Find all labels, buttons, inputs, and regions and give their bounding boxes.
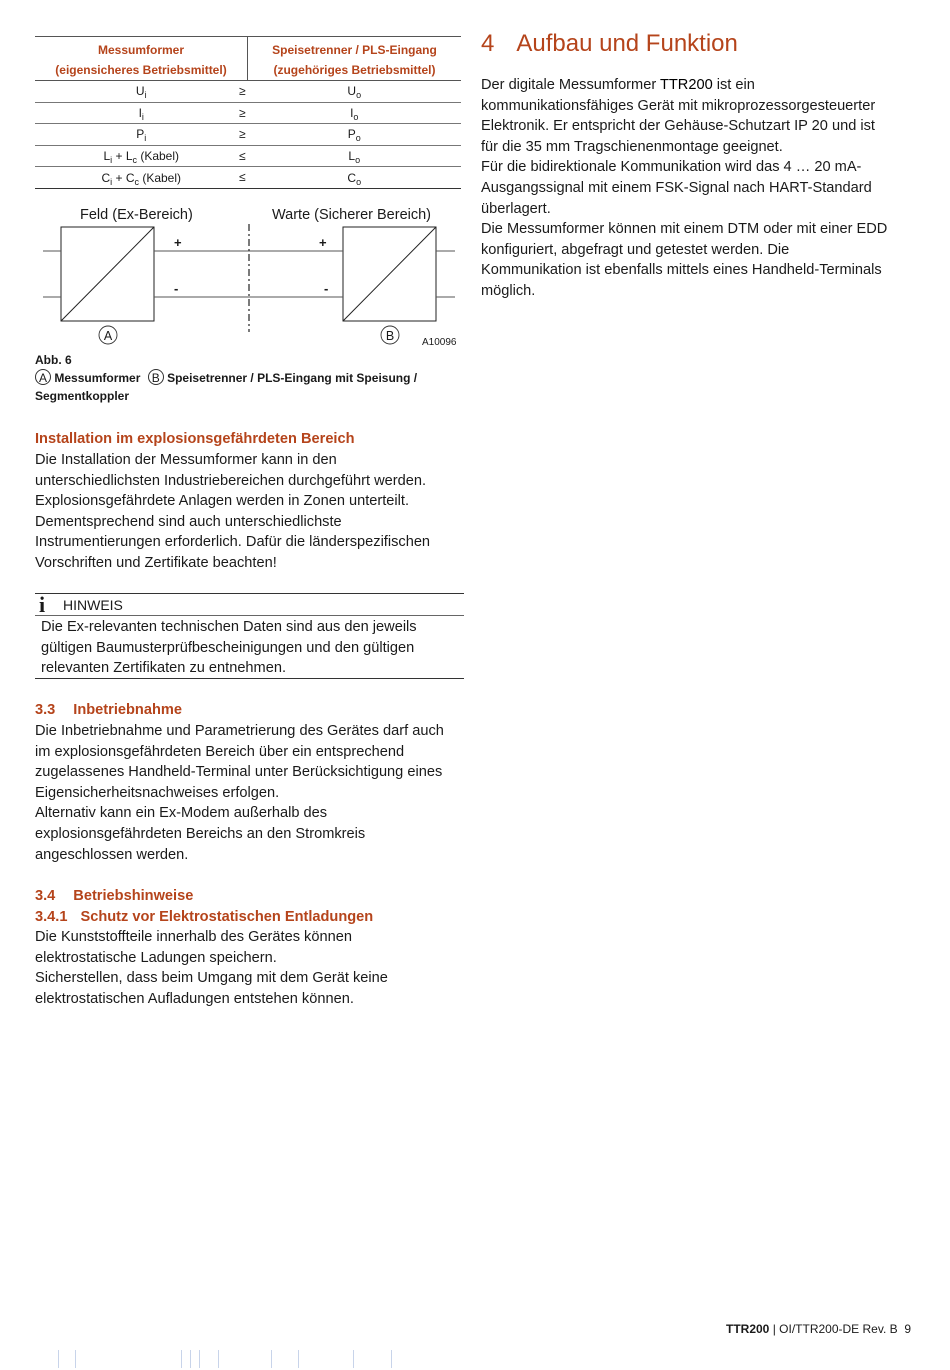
section-4-line1-post: ist ein xyxy=(712,77,755,93)
installation-section xyxy=(35,429,465,574)
caption-a-marker: A xyxy=(35,369,51,385)
param-subscript: o xyxy=(353,111,359,122)
section-3-4-1-line: elektrostatische Ladungen speichern. xyxy=(35,949,277,966)
section-3-4-1-line: Sicherstellen, dass beim Umgang mit dem Gerät keine xyxy=(35,970,388,987)
page-footer xyxy=(726,1321,911,1337)
param-subscript: i xyxy=(110,155,113,166)
table-cell-left xyxy=(35,167,248,189)
param-tail: (Kabel) xyxy=(138,170,182,185)
section-4-line1-pre: Der digitale Messumformer xyxy=(481,77,660,93)
figure-number: Abb. 6 xyxy=(35,353,72,367)
table-header-right-line1: Speisetrenner / PLS-Eingang xyxy=(272,43,437,57)
ex-parameter-table xyxy=(35,36,461,189)
section-4-number: 4 xyxy=(481,30,495,57)
scan-mark xyxy=(58,1350,59,1368)
table-cell-left xyxy=(35,145,248,167)
param-subscript: i xyxy=(141,111,144,122)
section-4-line: Ausgangssignal mit einem FSK-Signal nach HART-Standard xyxy=(481,179,872,196)
section-3-3-line: Alternativ kann ein Ex-Modem außerhalb des xyxy=(35,805,328,822)
scan-mark xyxy=(353,1350,354,1368)
param-subscript: o xyxy=(355,133,361,144)
label-a: A xyxy=(103,329,113,343)
section-4-line xyxy=(481,75,921,96)
table-header-left-line1: Messumformer xyxy=(35,37,248,61)
section-3-3-line: zugelassenes Handheld-Terminal unter Berücksichtigung eines xyxy=(35,764,443,781)
section-4-line: Kommunikation ist ebenfalls mittels eines Handheld-Terminals xyxy=(481,262,882,279)
hinweis-bottom-rule xyxy=(35,678,464,679)
hinweis-top-rule xyxy=(35,593,464,594)
scan-mark xyxy=(181,1350,182,1368)
param-tail: (Kabel) xyxy=(137,149,180,164)
scan-mark xyxy=(218,1350,219,1368)
diagram-left-title: Feld (Ex-Bereich) xyxy=(80,207,193,223)
section-4-line: kommunikationsfähiges Gerät mit mikroprozessorgesteuerter xyxy=(481,97,876,114)
param-symbol: U xyxy=(347,84,357,99)
box-a-diagonal xyxy=(61,227,154,321)
scan-mark xyxy=(199,1350,200,1368)
diagram-right-title: Warte (Sicherer Bereich) xyxy=(272,207,432,223)
section-4-line: konfiguriert, abgefragt und getestet werden. Die xyxy=(481,241,790,258)
table-header-right-line2: (zugehöriges Betriebsmittel) xyxy=(248,60,462,81)
param-extra: + C xyxy=(112,170,135,185)
section-3-4-1-title: Schutz vor Elektrostatischen Entladungen xyxy=(80,908,374,925)
box-b-diagonal xyxy=(343,227,436,321)
installation-line: Vorschriften und Zertifikate beachten! xyxy=(35,554,277,571)
table-cell-left xyxy=(35,81,248,103)
comparison-operator: ≥ xyxy=(239,105,246,120)
figure-caption xyxy=(35,351,417,405)
section-3-4-heading xyxy=(35,886,465,907)
section-3-3 xyxy=(35,700,465,865)
installation-body xyxy=(35,450,465,574)
section-4-line: möglich. xyxy=(481,282,536,299)
param-symbol: C xyxy=(347,170,357,185)
wiring-diagram xyxy=(35,200,465,352)
section-4-line: Elektronik. Er entspricht der Gehäuse-Schutzart IP 20 und ist xyxy=(481,118,875,135)
section-3-4-1-line: elektrostatischen Aufladungen entstehen können. xyxy=(35,990,354,1007)
section-3-4-number: 3.4 xyxy=(35,888,56,904)
caption-b-text-2: Segmentkoppler xyxy=(35,389,130,403)
param-symbol: P xyxy=(136,127,145,142)
section-3-3-line: im explosionsgefährdeten Bereich über ein entsprechend xyxy=(35,743,405,760)
comparison-operator: ≥ xyxy=(239,127,246,142)
table-header-left-line2: (eigensicheres Betriebsmittel) xyxy=(35,60,248,81)
caption-b-marker: B xyxy=(148,369,164,385)
param-subscript: i xyxy=(144,90,147,101)
param-symbol: I xyxy=(350,105,354,120)
section-3-4-title: Betriebshinweise xyxy=(73,888,194,904)
param-subscript: i xyxy=(144,133,147,144)
scan-mark xyxy=(391,1350,392,1368)
param-subscript: o xyxy=(355,155,361,166)
param-subscript-2: c xyxy=(132,155,137,166)
section-3-3-line: Die Inbetriebnahme und Parametrierung des Gerätes darf auch xyxy=(35,723,444,739)
param-symbol: I xyxy=(138,105,142,120)
table-row xyxy=(35,145,461,167)
section-3-3-line: angeschlossen werden. xyxy=(35,846,189,863)
installation-line: Die Installation der Messumformer kann in den xyxy=(35,452,337,468)
section-3-3-heading xyxy=(35,700,465,721)
param-symbol: L xyxy=(103,149,111,164)
installation-heading: Installation im explosionsgefährdeten Bereich xyxy=(35,431,355,447)
caption-b-text: Speisetrenner / PLS-Eingang mit Speisung / xyxy=(167,371,418,385)
figure-reference: A10096 xyxy=(422,337,457,348)
product-name: TTR200 xyxy=(659,77,713,93)
section-4-line: Für die bidirektionale Kommunikation wird das 4 … 20 mA- xyxy=(481,159,862,176)
param-symbol: P xyxy=(347,127,356,142)
section-4-line: Die Messumformer können mit einem DTM oder mit einer EDD xyxy=(481,221,888,238)
installation-line: unterschiedlichsten Industriebereichen durchgeführt werden. xyxy=(35,472,427,489)
caption-legend-line xyxy=(35,369,417,387)
footer-doc-id: OI/TTR200-DE Rev. B xyxy=(779,1322,898,1336)
section-4-title: Aufbau und Funktion xyxy=(516,30,738,57)
section-4-line: überlagert. xyxy=(481,200,551,217)
table-cell-right xyxy=(248,102,462,124)
minus-sign-a: - xyxy=(174,281,179,296)
section-3-4 xyxy=(35,886,465,1010)
caption-a-text: Messumformer xyxy=(54,371,141,385)
table-row xyxy=(35,102,461,124)
section-3-3-line: Eigensicherheitsnachweises erfolgen. xyxy=(35,784,280,801)
param-subscript: o xyxy=(356,90,362,101)
param-symbol: C xyxy=(101,170,111,185)
table-cell-right xyxy=(248,124,462,146)
section-4-body xyxy=(481,75,921,302)
section-3-4-1-body xyxy=(35,927,465,1009)
info-icon: i xyxy=(39,592,46,617)
table-row xyxy=(35,81,461,103)
section-3-4-1-line: Die Kunststoffteile innerhalb des Gerätes können xyxy=(35,929,352,946)
hinweis-line: Die Ex-relevanten technischen Daten sind aus den jeweils xyxy=(41,619,417,635)
param-subscript-2: c xyxy=(134,176,139,187)
scan-mark xyxy=(271,1350,272,1368)
section-4 xyxy=(481,28,921,302)
table-row xyxy=(35,124,461,146)
hinweis-title: HINWEIS xyxy=(63,597,123,613)
installation-line: Explosionsgefährdete Anlagen werden in Zonen unterteilt. xyxy=(35,493,410,510)
scan-mark xyxy=(190,1350,191,1368)
table-cell-left xyxy=(35,124,248,146)
hinweis-body xyxy=(41,617,461,679)
plus-sign-b: + xyxy=(319,235,327,250)
label-b: B xyxy=(385,329,395,343)
table-cell-right xyxy=(248,167,462,189)
installation-line: Dementsprechend sind auch unterschiedlichste xyxy=(35,513,342,530)
plus-sign-a: + xyxy=(174,235,182,250)
table-cell-left xyxy=(35,102,248,124)
footer-product: TTR200 xyxy=(726,1322,770,1336)
hinweis-line: gültigen Baumusterprüfbescheinigungen und den gültigen xyxy=(41,639,415,656)
section-4-heading xyxy=(481,28,921,60)
footer-page-number: 9 xyxy=(904,1322,911,1336)
section-3-4-1-number: 3.4.1 xyxy=(35,908,68,925)
param-extra: + L xyxy=(112,149,133,164)
footer-separator: | xyxy=(769,1322,780,1336)
section-3-3-title: Inbetriebnahme xyxy=(73,702,182,718)
minus-sign-b: - xyxy=(324,281,329,296)
section-3-3-line: explosionsgefährdeten Bereichs an den Stromkreis xyxy=(35,825,366,842)
section-3-4-1-heading xyxy=(35,907,465,928)
section-3-3-number: 3.3 xyxy=(35,702,56,718)
param-symbol: U xyxy=(135,84,145,99)
section-3-3-body xyxy=(35,721,465,865)
table-cell-right xyxy=(248,145,462,167)
installation-line: Instrumentierungen erforderlich. Dafür die länderspezifischen xyxy=(35,534,431,551)
param-symbol: L xyxy=(348,149,356,164)
comparison-operator: ≥ xyxy=(239,84,246,98)
scan-mark xyxy=(75,1350,76,1368)
section-4-line: für die 35 mm Tragschienenmontage geeignet. xyxy=(481,138,783,155)
comparison-operator: ≤ xyxy=(239,148,246,163)
comparison-operator: ≤ xyxy=(239,170,246,185)
table-row xyxy=(35,167,461,189)
param-subscript: i xyxy=(110,176,113,187)
hinweis-divider xyxy=(35,615,464,616)
hinweis-line: relevanten Zertifikaten zu entnehmen. xyxy=(41,660,286,677)
scan-mark xyxy=(298,1350,299,1368)
table-cell-right xyxy=(248,81,462,103)
param-subscript: o xyxy=(356,176,362,187)
